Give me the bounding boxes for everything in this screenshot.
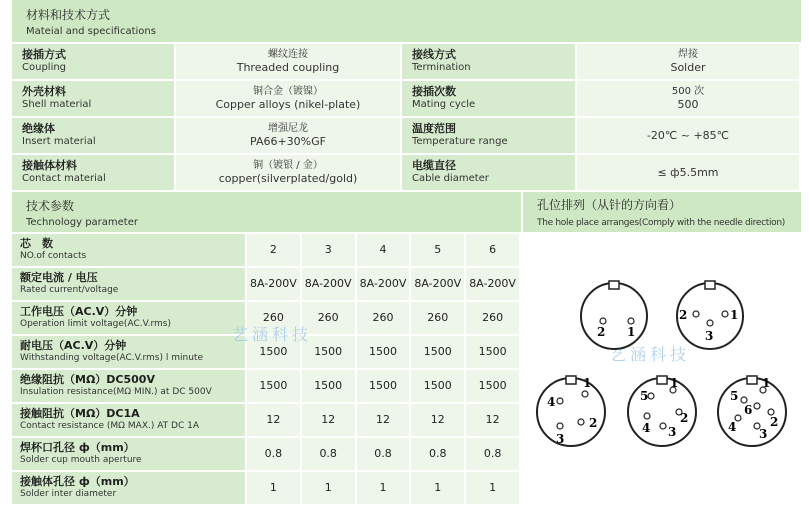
tech-value: 1500 [411, 370, 466, 404]
tech-label-cell [12, 336, 247, 370]
spec-label-cn: 温度范围 [412, 122, 456, 135]
spec-label-cn: 接插方式 [22, 48, 66, 61]
materials-row [12, 44, 801, 81]
tech-value: 260 [466, 302, 521, 336]
spec-label-cn: 电缆直径 [412, 159, 456, 172]
spec-label-en: Mating cycle [412, 99, 476, 110]
spec-value-top: 增强尼龙 [268, 123, 308, 134]
tech-value: 1500 [247, 336, 302, 370]
spec-value-cell [577, 44, 801, 81]
tech-value: 1500 [357, 336, 412, 370]
pin-label: 2 [770, 415, 779, 429]
pin-label: 5 [640, 389, 649, 403]
spec-label-en: Coupling [22, 62, 67, 73]
materials-title-en: Mateial and specifications [26, 26, 156, 37]
tech-value: 0.8 [466, 438, 521, 472]
spec-label-cell [402, 155, 577, 192]
tech-value: 3 [302, 234, 357, 268]
spec-value-bottom: 500 [677, 98, 699, 111]
spec-label-en: Insert material [22, 136, 96, 147]
pin-label: 1 [583, 376, 592, 390]
tech-row [12, 234, 521, 268]
tech-value: 12 [466, 404, 521, 438]
tech-value: 8A-200V [247, 268, 302, 302]
spec-label-en: Cable diameter [412, 173, 489, 184]
tech-section-header [12, 192, 521, 232]
tech-row [12, 268, 521, 302]
tech-value: 1 [411, 472, 466, 506]
spec-value-cell [577, 155, 801, 192]
materials-section-header [12, 0, 801, 42]
tech-label-cn: 焊杯口孔径 ф（mm） [20, 441, 135, 454]
spec-value-top: 铜（镀银 / 金） [253, 160, 323, 171]
tech-label-en: Solder cup mouth aperture [20, 455, 142, 465]
pin-label: 2 [679, 308, 688, 322]
tech-row [12, 404, 521, 438]
tech-label-cn: 额定电流 / 电压 [20, 271, 98, 284]
materials-row [12, 81, 801, 118]
tech-value: 1500 [357, 370, 412, 404]
tech-label-cell [12, 302, 247, 336]
tech-label-cell [12, 234, 247, 268]
tech-value: 8A-200V [357, 268, 412, 302]
pin-label: 1 [762, 376, 771, 390]
tech-label-cn: 工作电压（AC.V）分钟 [20, 305, 138, 318]
connector-4pin [537, 376, 605, 446]
tech-value: 8A-200V [411, 268, 466, 302]
tech-title-cn: 技术参数 [26, 199, 75, 213]
spec-value-top: 铜合金（镀镍） [253, 86, 323, 97]
pin-arrangement-area [523, 234, 801, 504]
materials-title-cn: 材料和技术方式 [26, 8, 111, 22]
spec-label-cell [402, 44, 577, 81]
connector-5pin [628, 376, 696, 446]
spec-value-bottom: copper(silverplated/gold) [218, 172, 358, 185]
spec-value-single: -20℃ ~ +85℃ [646, 129, 730, 142]
tech-value: 4 [357, 234, 412, 268]
spec-label-cn: 绝缘体 [22, 122, 55, 135]
spec-value-cell [577, 81, 801, 118]
tech-value: 6 [466, 234, 521, 268]
tech-value: 1500 [247, 370, 302, 404]
pin-label: 3 [556, 432, 565, 446]
watermark-left: 艺涵科技 [232, 325, 313, 344]
materials-row [12, 155, 801, 192]
tech-value: 1 [302, 472, 357, 506]
tech-value: 260 [357, 302, 412, 336]
tech-row [12, 472, 521, 506]
tech-label-en: Rated current/voltage [20, 285, 119, 295]
pin-label: 4 [642, 421, 651, 435]
spec-value-bottom: Solder [670, 61, 706, 74]
tech-label-en: Operation limit voltage(AC.V.rms) [20, 319, 171, 329]
pins-title-cn: 孔位排列（从针的方向看） [537, 198, 682, 212]
pin-label: 1 [670, 376, 679, 390]
tech-value: 12 [302, 404, 357, 438]
spec-label-cn: 接触体材料 [22, 159, 77, 172]
spec-label-en: Contact material [22, 173, 106, 184]
tech-value: 1500 [466, 370, 521, 404]
tech-table [12, 234, 521, 506]
spec-label-cell [12, 155, 176, 192]
tech-value: 1500 [302, 336, 357, 370]
tech-value: 260 [302, 302, 357, 336]
spec-label-en: Temperature range [412, 136, 508, 147]
spec-label-en: Termination [412, 62, 471, 73]
spec-value-bottom: Copper alloys (nikel-plate) [215, 98, 361, 111]
tech-value: 1500 [466, 336, 521, 370]
tech-value: 1500 [411, 336, 466, 370]
connector-6pin [718, 376, 786, 446]
connector-2pin [581, 281, 647, 349]
tech-value: 2 [247, 234, 302, 268]
tech-label-en: NO.of contacts [20, 251, 87, 261]
spec-label-en: Shell material [22, 99, 92, 110]
connector-3pin [677, 281, 743, 349]
tech-title-en: Technology parameter [26, 217, 138, 228]
tech-label-cn: 接触体孔径 ф（mm） [20, 475, 135, 488]
spec-label-cell [402, 81, 577, 118]
tech-value: 5 [411, 234, 466, 268]
tech-label-cell [12, 268, 247, 302]
pin-label: 6 [744, 403, 753, 417]
spec-value-single: ≤ ф5.5mm [657, 166, 719, 179]
pin-label: 2 [680, 411, 689, 425]
spec-label-cell [12, 118, 176, 155]
pin-label: 5 [730, 389, 739, 403]
spec-label-cn: 接线方式 [412, 48, 456, 61]
pin-label: 1 [730, 308, 739, 322]
tech-value: 0.8 [357, 438, 412, 472]
tech-value: 260 [247, 302, 302, 336]
spec-label-cell [402, 118, 577, 155]
tech-value: 1500 [302, 370, 357, 404]
pins-section-header [523, 192, 801, 232]
spec-label-cn: 外壳材料 [22, 85, 66, 98]
spec-value-cell [176, 155, 402, 192]
tech-value: 12 [247, 404, 302, 438]
tech-label-en: Withstanding voltage(AC.V.rms) l minute [20, 353, 203, 363]
pin-label: 2 [589, 416, 598, 430]
tech-label-cell [12, 438, 247, 472]
tech-label-cell [12, 404, 247, 438]
tech-value: 1 [247, 472, 302, 506]
tech-value: 8A-200V [466, 268, 521, 302]
spec-value-cell [176, 44, 402, 81]
spec-label-cn: 接插次数 [412, 85, 456, 98]
tech-label-cell [12, 472, 247, 506]
pins-title-en: The hole place arranges(Comply with the needle direction) [537, 218, 785, 228]
pin-label: 3 [759, 427, 768, 441]
pin-label: 3 [668, 425, 677, 439]
materials-table [12, 44, 801, 192]
tech-value: 0.8 [247, 438, 302, 472]
watermark-right: 艺涵科技 [610, 345, 691, 364]
spec-value-top: 焊接 [678, 49, 698, 60]
tech-label-cn: 芯 数 [20, 237, 53, 250]
tech-label-en: Insulation resistance(MΩ MIN.) at DC 500V [20, 387, 212, 397]
tech-value: 8A-200V [302, 268, 357, 302]
tech-value: 12 [411, 404, 466, 438]
spec-value-bottom: Threaded coupling [236, 61, 340, 74]
spec-label-cell [12, 81, 176, 118]
pin-label: 4 [728, 420, 737, 434]
spec-value-top: 500 次 [671, 86, 705, 97]
tech-value: 1 [466, 472, 521, 506]
pin-label: 3 [705, 329, 714, 343]
tech-label-cn: 耐电压（AC.V）分钟 [20, 339, 127, 352]
tech-label-en: Contact resistance (MΩ MAX.) AT DC 1A [20, 421, 199, 431]
tech-label-cn: 绝缘阻抗（MΩ）DC500V [20, 373, 155, 386]
tech-value: 0.8 [411, 438, 466, 472]
tech-value: 12 [357, 404, 412, 438]
spec-label-cell [12, 44, 176, 81]
spec-value-bottom: PA66+30%GF [250, 135, 326, 148]
tech-label-en: Solder inter diameter [20, 489, 117, 499]
spec-value-cell [176, 118, 402, 155]
tech-label-cell [12, 370, 247, 404]
pin-label: 2 [597, 325, 606, 339]
tech-value: 1 [357, 472, 412, 506]
tech-value: 0.8 [302, 438, 357, 472]
materials-row [12, 118, 801, 155]
tech-value: 260 [411, 302, 466, 336]
tech-row [12, 438, 521, 472]
pin-diagrams-svg [523, 234, 801, 504]
spec-value-top: 螺纹连接 [268, 49, 308, 60]
spec-value-cell [577, 118, 801, 155]
spec-value-cell [176, 81, 402, 118]
pin-label: 4 [547, 395, 556, 409]
tech-label-cn: 接触阻抗（MΩ）DC1A [20, 407, 140, 420]
tech-row [12, 370, 521, 404]
pin-label: 1 [627, 325, 636, 339]
